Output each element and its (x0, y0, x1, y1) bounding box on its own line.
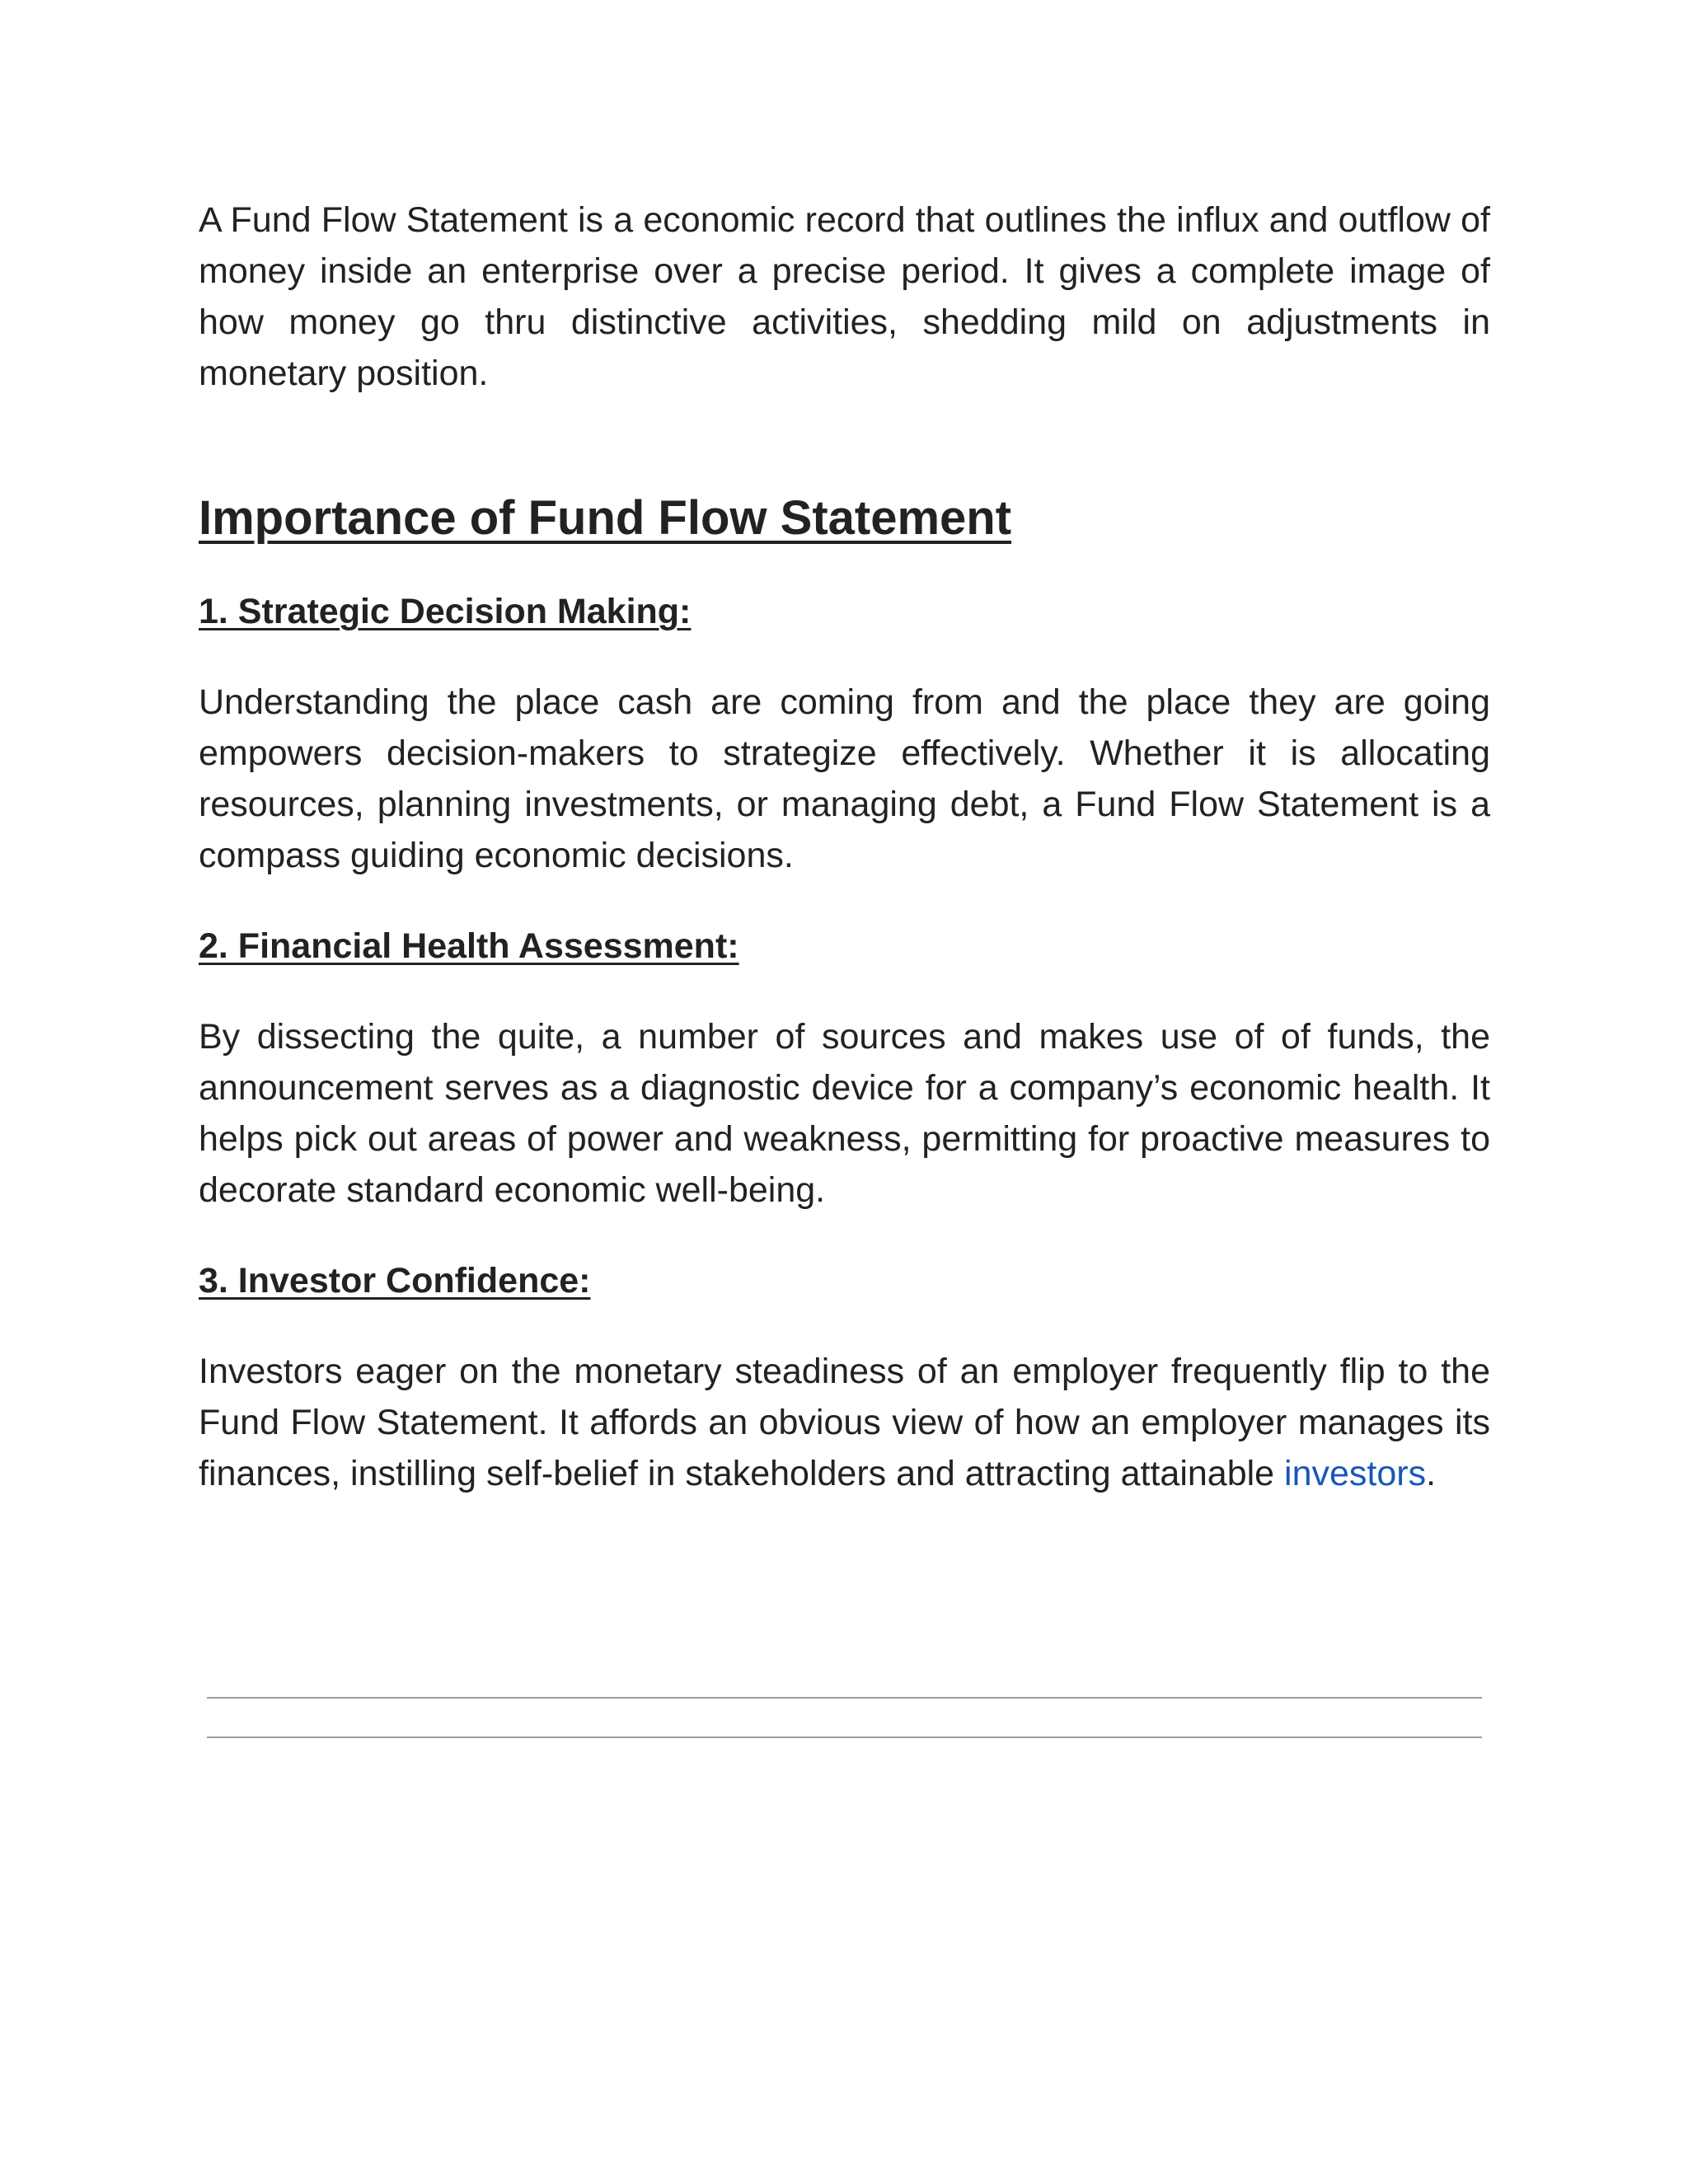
section-heading: Importance of Fund Flow Statement (199, 491, 1012, 545)
paragraph-text: Investors eager on the monetary steadiness of an employer frequently flip to the Fund Flow Statement. It affords an obvious view of how an employer manages its finances, instilling self-belief in stakeholders and attracting attainable (199, 1352, 1490, 1493)
spacer (199, 399, 1490, 490)
spacer (199, 637, 1490, 677)
paragraph-end: . (1426, 1454, 1437, 1493)
horizontal-rule-bottom (207, 1736, 1482, 1738)
subheading-strategic-decision: 1. Strategic Decision Making: (199, 592, 692, 631)
paragraph-investor-confidence (199, 1346, 1490, 1499)
spacer (199, 972, 1490, 1011)
spacer (199, 881, 1490, 921)
subheading-investor-confidence: 3. Investor Confidence: (199, 1261, 591, 1301)
spacer (199, 1216, 1490, 1255)
paragraph-strategic-decision: Understanding the place cash are coming from and the place they are going empowers decision-makers to strategize effectively. Whether it is allocating resources, planning investments, or managing debt, a Fund Flow Statement is a compass guiding economic decisions. (199, 682, 1490, 875)
horizontal-rule-top (207, 1697, 1482, 1699)
subheading-financial-health: 2. Financial Health Assessment: (199, 926, 739, 966)
spacer (199, 1306, 1490, 1346)
investors-link[interactable]: investors (1284, 1454, 1427, 1493)
paragraph-financial-health: By dissecting the quite, a number of sources and makes use of of funds, the announcement serves as a diagnostic device for a company’s economic health. It helps pick out areas of power and weakness, permitting for proactive measures to decorate standard economic well-being. (199, 1017, 1490, 1210)
document-page (199, 194, 1490, 1499)
intro-paragraph: A Fund Flow Statement is a economic record that outlines the influx and outflow of money inside an enterprise over a precise period. It gives a complete image of how money go thru distinctive activities, shedding mild on adjustments in monetary position. (199, 200, 1490, 393)
spacer (199, 547, 1490, 586)
